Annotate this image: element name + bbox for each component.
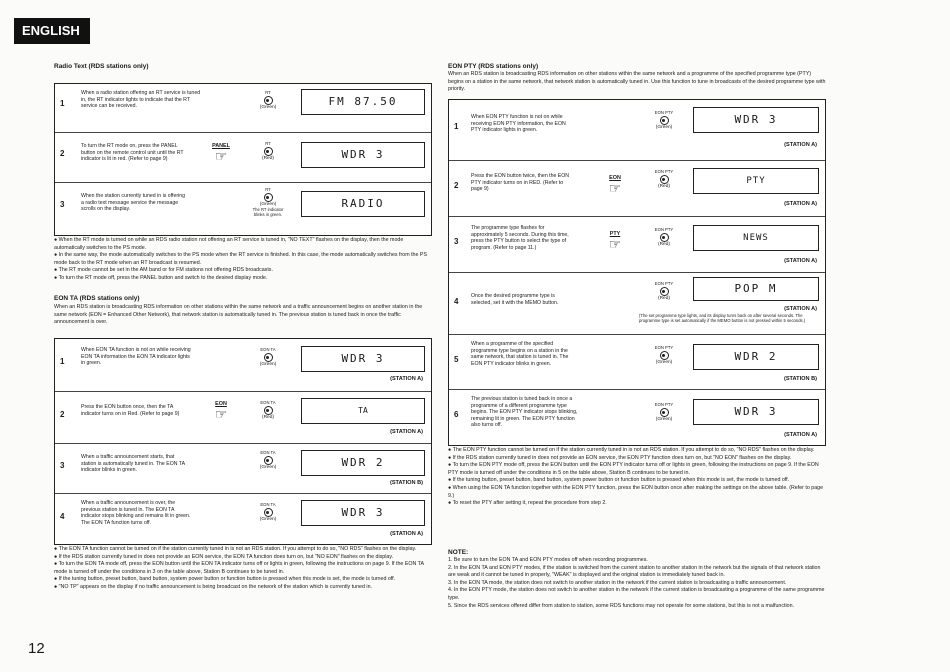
step-number: 1 <box>454 122 459 131</box>
eonpty-row-1 <box>449 100 825 160</box>
station-display: WDR 3 <box>693 399 819 425</box>
note-item: 4. In the EON PTY mode, the station does not switch to another station in the network if the current station is broadcasting a programme of the same programme type. <box>448 587 825 601</box>
hand-press-icon: ☞ <box>608 236 622 252</box>
memo-note: (The set programme type lights, and its display turns back on after several seconds. The programme type is set automatically if the MEMO button is not pressed within 5 seconds.) <box>639 313 806 323</box>
rt-row-1 <box>55 84 431 132</box>
eonta-row-3 <box>55 443 431 494</box>
station-label: (STATION A) <box>784 306 817 312</box>
eonpty-row-4 <box>449 272 825 335</box>
note-item: 2. In the EON TA and EON PTY modes, if the station is switched from the current station to another station in the network but the signals of that network station are weak and it cannot be tuned in properly, "WEAK" is displayed and the original station is immediately tuned back in. <box>448 564 821 579</box>
station-label: (STATION A) <box>784 258 817 264</box>
note-item: 5. Since the RDS services offered differ from station to station, some RDS functions may not operate for some stations, but this is not a malfunction. <box>448 602 795 609</box>
rt-indicator-blinking: RT (Green) The RT indicator blinks in green. <box>252 187 284 217</box>
eon-button: EON ☞ <box>201 401 241 421</box>
blinking-lamp-icon <box>264 193 273 202</box>
station-display: WDR 2 <box>693 344 819 370</box>
indicator-lamp-icon <box>264 96 273 105</box>
eon-ta-indicator: EON TA (Green) <box>259 347 277 367</box>
language-tab: ENGLISH <box>14 18 90 44</box>
notes-list <box>448 557 828 610</box>
eon-pty-indicator: EON PTY (Red) <box>654 169 674 189</box>
step-number: 3 <box>60 200 65 209</box>
station-label: (STATION A) <box>784 142 817 148</box>
indicator-lamp-icon <box>660 408 669 417</box>
eonta-table <box>54 338 432 545</box>
eonpty-table <box>448 99 826 446</box>
step-description: When the station currently tuned in is offering a radio text message service the message scrolls on the display. <box>81 193 186 213</box>
station-label: (STATION A) <box>784 432 817 438</box>
ta-flash-display: TA <box>301 398 425 424</box>
hand-press-icon: ☞ <box>608 180 622 196</box>
step-number: 2 <box>60 410 65 419</box>
panel-button: PANEL ☞ <box>201 143 241 163</box>
station-display: WDR 3 <box>301 500 425 526</box>
indicator-lamp-icon <box>264 353 273 362</box>
fm-display: FM 87.50 <box>301 89 425 115</box>
eonpty-bullets: ● The EON PTY function cannot be turned on if the station currently tuned in is not an RDS station. If you attempt to do so, "NO RDS" flashes on the display. ● If the RDS station currently tuned in does not provide an EON service, the EON PTY function does turn on, but "NO EON" flashes on the display. ● To turn the EON PTY mode off, press the EON button until the EON PTY indicator turns off or lights in green, following the instructions on page 9. If the EON PTY mode is turned off under the conditions in 5 on the table above, Station B continues to be tuned in. ● If the tuning button, preset button, band button, system power button or function button is pressed when this mode is set, the mode is turned off. ● When using the EON TA function together with the EON PTY function, press the EON button once after making the settings on the above table. (Refer to page 9.) ● To reset the PTY after setting it, repeat the procedure from step 2. <box>448 447 824 507</box>
programme-type-display: POP M <box>693 277 819 301</box>
step-description: When a traffic announcement is over, the previous station is tuned in. The EON TA indicator stops blinking and remains lit in green. The EON TA function turns off. <box>81 500 191 526</box>
eonta-intro: When an RDS station is broadcasting RDS information on other stations within the same network and a traffic announcement begins on another station in the same network (EON = Enhanced Other Network), that network station is automatically tuned in. The previous station is tuned back in once the traffic announcement is over. <box>54 304 423 326</box>
indicator-lamp-icon <box>660 116 669 125</box>
eonpty-section-title: EON PTY (RDS stations only) <box>448 63 539 70</box>
step-number: 4 <box>454 297 459 306</box>
rt-indicator: RT (Red) <box>262 141 274 161</box>
hand-press-icon: ☞ <box>214 406 228 422</box>
station-label: (STATION A) <box>784 201 817 207</box>
station-display: WDR 2 <box>301 450 425 476</box>
eonta-section-title: EON TA (RDS stations only) <box>54 295 140 302</box>
step-number: 3 <box>60 461 65 470</box>
pty-button: PTY ☞ <box>595 231 635 251</box>
step-description: The previous station is tuned back in once a programme of a different programme type begins. The EON PTY indicator stops blinking, remaining lit in green. The EON PTY function also turns off. <box>471 396 578 429</box>
eon-pty-indicator-blinking: EON PTY (Green) <box>654 345 674 365</box>
step-number: 4 <box>60 512 65 521</box>
eon-pty-indicator: EON PTY (Green) <box>654 402 674 422</box>
eonpty-row-3 <box>449 216 825 273</box>
step-number: 2 <box>454 181 459 190</box>
step-number: 1 <box>60 357 65 366</box>
station-label: (STATION A) <box>390 376 423 382</box>
eonpty-row-6 <box>449 389 825 446</box>
eon-pty-indicator: EON PTY (Red) <box>654 281 674 301</box>
eon-ta-indicator: EON TA (Red) <box>260 400 276 420</box>
page-number: 12 <box>28 640 45 657</box>
eon-pty-indicator: EON PTY (Red) <box>654 227 674 247</box>
step-number: 6 <box>454 410 459 419</box>
note-title: NOTE: <box>448 549 469 556</box>
indicator-lamp-icon <box>660 233 669 242</box>
rt-table <box>54 83 432 236</box>
station-display: WDR 3 <box>301 142 425 168</box>
step-number: 5 <box>454 355 459 364</box>
eon-pty-indicator: EON PTY (Green) <box>654 110 674 130</box>
indicator-lamp-icon <box>660 175 669 184</box>
eonta-row-4 <box>55 493 431 545</box>
step-description: When a radio station offering an RT service is tuned in, the RT indicator lights to indicate that the RT service can be received. <box>81 90 201 110</box>
eon-ta-indicator-blinking: EON TA (Green) <box>259 450 277 470</box>
note-item: 3. In the EON TA mode, the station does not switch to another station in the network if the current station is broadcasting a traffic announcement. <box>448 579 787 586</box>
eonta-bullets: ● The EON TA function cannot be turned on if the station currently tuned in is not an RDS station. If you attempt to do so, "NO RDS" flashes on the display. ● If the RDS station currently tuned in does not provide an EON service, the EON TA function does turn on, but "NO EON" flashes on the display. ● To turn the EON TA mode off, press the EON button until the EON TA indicator turns off or lights in green, following the instructions on page 9. If the EON TA mode is turned off under the conditions in 3 on the table above, Station B continues to be tuned in. ● If the tuning button, preset button, band button, system power button or function button is pressed when this mode is set, the mode is turned off. ● "NO TP" appears on the display if no traffic announcement is being broadcast on the network of the station which is currently tuned in. <box>54 546 424 590</box>
step-description: When EON TA function is not on while receiving EON TA information the EON TA indicator lights in green. <box>81 347 191 367</box>
eonta-row-1 <box>55 339 431 391</box>
eonpty-row-2 <box>449 160 825 217</box>
rt-bullets: ● When the RT mode is turned on while an RDS radio station not offering an RT service is tuned in, "NO TEXT" flashes on the display, then the mode automatically switches to the PS mode. ● In the same way, the mode automatically switches to the PS mode when the RT service is finished. In this case, the mode automatically switches from the PS mode back to the RT mode when an RT broadcast is resumed. ● The RT mode cannot be set in the AM band or for FM stations not offering RDS broadcasts. ● To turn the RT mode off, press the PANEL button and switch to the desired display mode. <box>54 237 427 281</box>
eonpty-row-5 <box>449 334 825 390</box>
step-description: Once the desired programme type is selected, set it with the MEMO button. <box>471 293 559 306</box>
step-description: The programme type flashes for approximately 5 seconds. During this time, press the PTY button to select the type of program. (Refer to page 11.) <box>471 225 569 251</box>
rt-indicator: RT (Green) <box>259 90 277 110</box>
hand-press-icon: ☞ <box>214 148 228 164</box>
blinking-lamp-icon <box>660 351 669 360</box>
station-label: (STATION A) <box>390 429 423 435</box>
blinking-lamp-icon <box>264 456 273 465</box>
step-description: When a programme of the specified programme type begins on a station in the same network, that station is tuned in. The EON PTY indicator blinks in green. <box>471 341 569 367</box>
step-description: Press the EON button twice, then the EON PTY indicator turns on in RED. (Refer to page 9) <box>471 173 570 193</box>
step-description: Press the EON button once, then the TA indicator turns on in Red. (Refer to page 9) <box>81 404 180 417</box>
eonta-row-2 <box>55 391 431 444</box>
step-description: When EON PTY function is not on while receiving EON PTY information, the EON PTY indicator lights in green. <box>471 114 566 134</box>
radio-text-display: RADIO <box>301 191 425 217</box>
step-number: 2 <box>60 149 65 158</box>
note-item: 1. Be sure to turn the EON TA and EON PTY modes off when recording programmes. <box>448 557 648 563</box>
rt-section-title: Radio Text (RDS stations only) <box>54 63 149 70</box>
station-display: WDR 3 <box>693 107 819 133</box>
programme-type-display: NEWS <box>693 225 819 251</box>
eon-ta-indicator: EON TA (Green) <box>259 502 277 522</box>
step-number: 1 <box>60 99 65 108</box>
indicator-lamp-icon <box>264 508 273 517</box>
eonpty-intro: When an RDS station is broadcasting RDS information on other stations within the same network and a programme of the specified programme type (PTY) begins on a station in the same network, that network station is automatically tuned in. Use this function to tune in broadcasts of the desired programme type with priority. <box>448 71 826 93</box>
indicator-lamp-icon <box>660 287 669 296</box>
pty-flash-display: PTY <box>693 168 819 194</box>
rt-row-3 <box>55 182 431 236</box>
step-description: To turn the RT mode on, press the PANEL button on the remote control unit until the RT indicator is lit in red. (Refer to page 9) <box>81 143 184 163</box>
step-description: When a traffic announcement starts, that station is automatically tuned in. The EON TA indicator blinks in green. <box>81 454 185 474</box>
station-label: (STATION A) <box>390 531 423 537</box>
indicator-lamp-icon <box>264 147 273 156</box>
station-display: WDR 3 <box>301 346 425 372</box>
eon-button: EON ☞ <box>595 175 635 195</box>
indicator-lamp-icon <box>264 406 273 415</box>
step-number: 3 <box>454 237 459 246</box>
station-label: (STATION B) <box>783 376 817 382</box>
station-label: (STATION B) <box>389 480 423 486</box>
rt-row-2 <box>55 132 431 183</box>
